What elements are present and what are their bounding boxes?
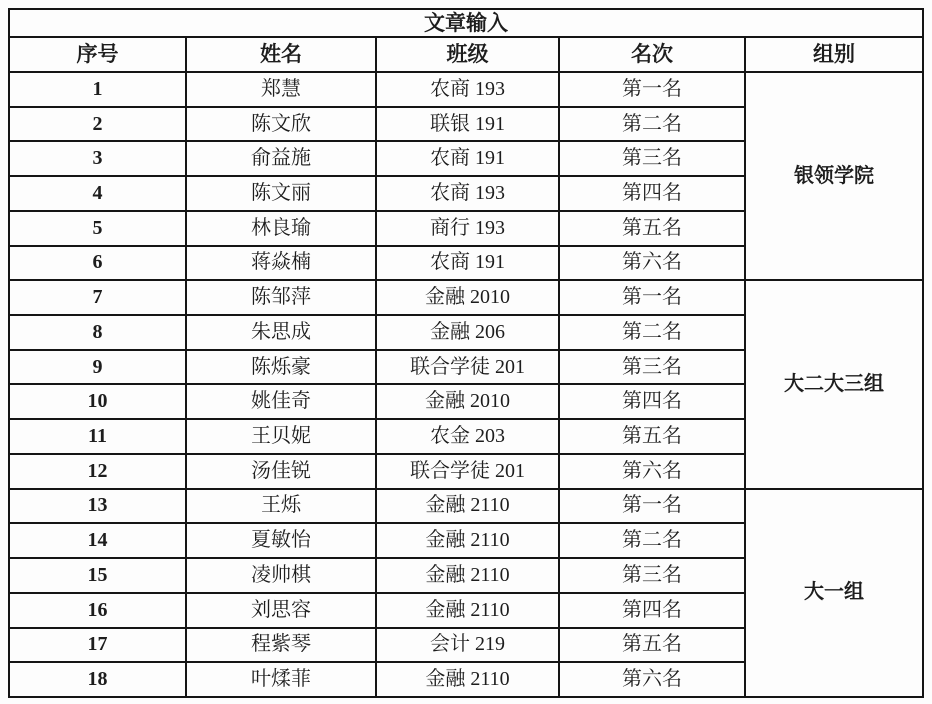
rank-cell: 第三名	[559, 141, 745, 176]
row-number-cell: 2	[9, 107, 186, 142]
row-number-cell: 11	[9, 419, 186, 454]
rank-cell: 第三名	[559, 558, 745, 593]
class-cell: 农金 203	[376, 419, 559, 454]
rank-cell: 第二名	[559, 107, 745, 142]
rank-cell: 第六名	[559, 662, 745, 697]
rank-cell: 第一名	[559, 489, 745, 524]
class-cell: 金融 2110	[376, 593, 559, 628]
class-cell: 金融 2010	[376, 280, 559, 315]
header-rank: 名次	[559, 37, 745, 72]
student-name-cell: 陈邹萍	[186, 280, 376, 315]
rank-cell: 第二名	[559, 315, 745, 350]
student-name-cell: 程紫琴	[186, 628, 376, 663]
header-name: 姓名	[186, 37, 376, 72]
row-number-cell: 8	[9, 315, 186, 350]
class-cell: 农商 193	[376, 72, 559, 107]
rank-cell: 第一名	[559, 72, 745, 107]
row-number-cell: 13	[9, 489, 186, 524]
rank-cell: 第六名	[559, 246, 745, 281]
class-cell: 会计 219	[376, 628, 559, 663]
row-number-cell: 7	[9, 280, 186, 315]
class-cell: 金融 2110	[376, 489, 559, 524]
student-name-cell: 刘思容	[186, 593, 376, 628]
ranking-table	[8, 8, 924, 698]
rank-cell: 第五名	[559, 211, 745, 246]
row-number-cell: 10	[9, 384, 186, 419]
row-number-cell: 15	[9, 558, 186, 593]
row-number-cell: 1	[9, 72, 186, 107]
rank-cell: 第四名	[559, 593, 745, 628]
rank-cell: 第四名	[559, 384, 745, 419]
student-name-cell: 郑慧	[186, 72, 376, 107]
row-number-cell: 12	[9, 454, 186, 489]
class-cell: 农商 191	[376, 246, 559, 281]
class-cell: 商行 193	[376, 211, 559, 246]
row-number-cell: 4	[9, 176, 186, 211]
class-cell: 金融 206	[376, 315, 559, 350]
student-name-cell: 俞益施	[186, 141, 376, 176]
table-title: 文章输入	[9, 9, 923, 37]
header-number: 序号	[9, 37, 186, 72]
group-cell: 大二大三组	[745, 280, 923, 488]
student-name-cell: 陈文欣	[186, 107, 376, 142]
table-title-row	[9, 9, 923, 37]
class-cell: 金融 2110	[376, 523, 559, 558]
student-name-cell: 夏敏怡	[186, 523, 376, 558]
student-name-cell: 王贝妮	[186, 419, 376, 454]
class-cell: 联合学徒 201	[376, 350, 559, 385]
student-name-cell: 叶煣菲	[186, 662, 376, 697]
class-cell: 农商 193	[376, 176, 559, 211]
student-name-cell: 陈文丽	[186, 176, 376, 211]
row-number-cell: 18	[9, 662, 186, 697]
class-cell: 联合学徒 201	[376, 454, 559, 489]
rank-cell: 第五名	[559, 628, 745, 663]
class-cell: 农商 191	[376, 141, 559, 176]
class-cell: 金融 2110	[376, 558, 559, 593]
table-body	[9, 72, 923, 697]
row-number-cell: 17	[9, 628, 186, 663]
rank-cell: 第五名	[559, 419, 745, 454]
student-name-cell: 陈烁豪	[186, 350, 376, 385]
rank-cell: 第二名	[559, 523, 745, 558]
row-number-cell: 16	[9, 593, 186, 628]
class-cell: 联银 191	[376, 107, 559, 142]
table-row	[9, 489, 923, 524]
rank-cell: 第一名	[559, 280, 745, 315]
group-cell: 银领学院	[745, 72, 923, 280]
table-row	[9, 280, 923, 315]
row-number-cell: 14	[9, 523, 186, 558]
rank-cell: 第三名	[559, 350, 745, 385]
student-name-cell: 林良瑜	[186, 211, 376, 246]
student-name-cell: 汤佳锐	[186, 454, 376, 489]
student-name-cell: 姚佳奇	[186, 384, 376, 419]
table-header-row	[9, 37, 923, 72]
rank-cell: 第六名	[559, 454, 745, 489]
row-number-cell: 3	[9, 141, 186, 176]
class-cell: 金融 2010	[376, 384, 559, 419]
rank-cell: 第四名	[559, 176, 745, 211]
header-class: 班级	[376, 37, 559, 72]
row-number-cell: 9	[9, 350, 186, 385]
student-name-cell: 凌帅棋	[186, 558, 376, 593]
row-number-cell: 6	[9, 246, 186, 281]
student-name-cell: 蒋焱楠	[186, 246, 376, 281]
student-name-cell: 朱思成	[186, 315, 376, 350]
header-group: 组别	[745, 37, 923, 72]
class-cell: 金融 2110	[376, 662, 559, 697]
row-number-cell: 5	[9, 211, 186, 246]
group-cell: 大一组	[745, 489, 923, 697]
student-name-cell: 王烁	[186, 489, 376, 524]
table-row	[9, 72, 923, 107]
